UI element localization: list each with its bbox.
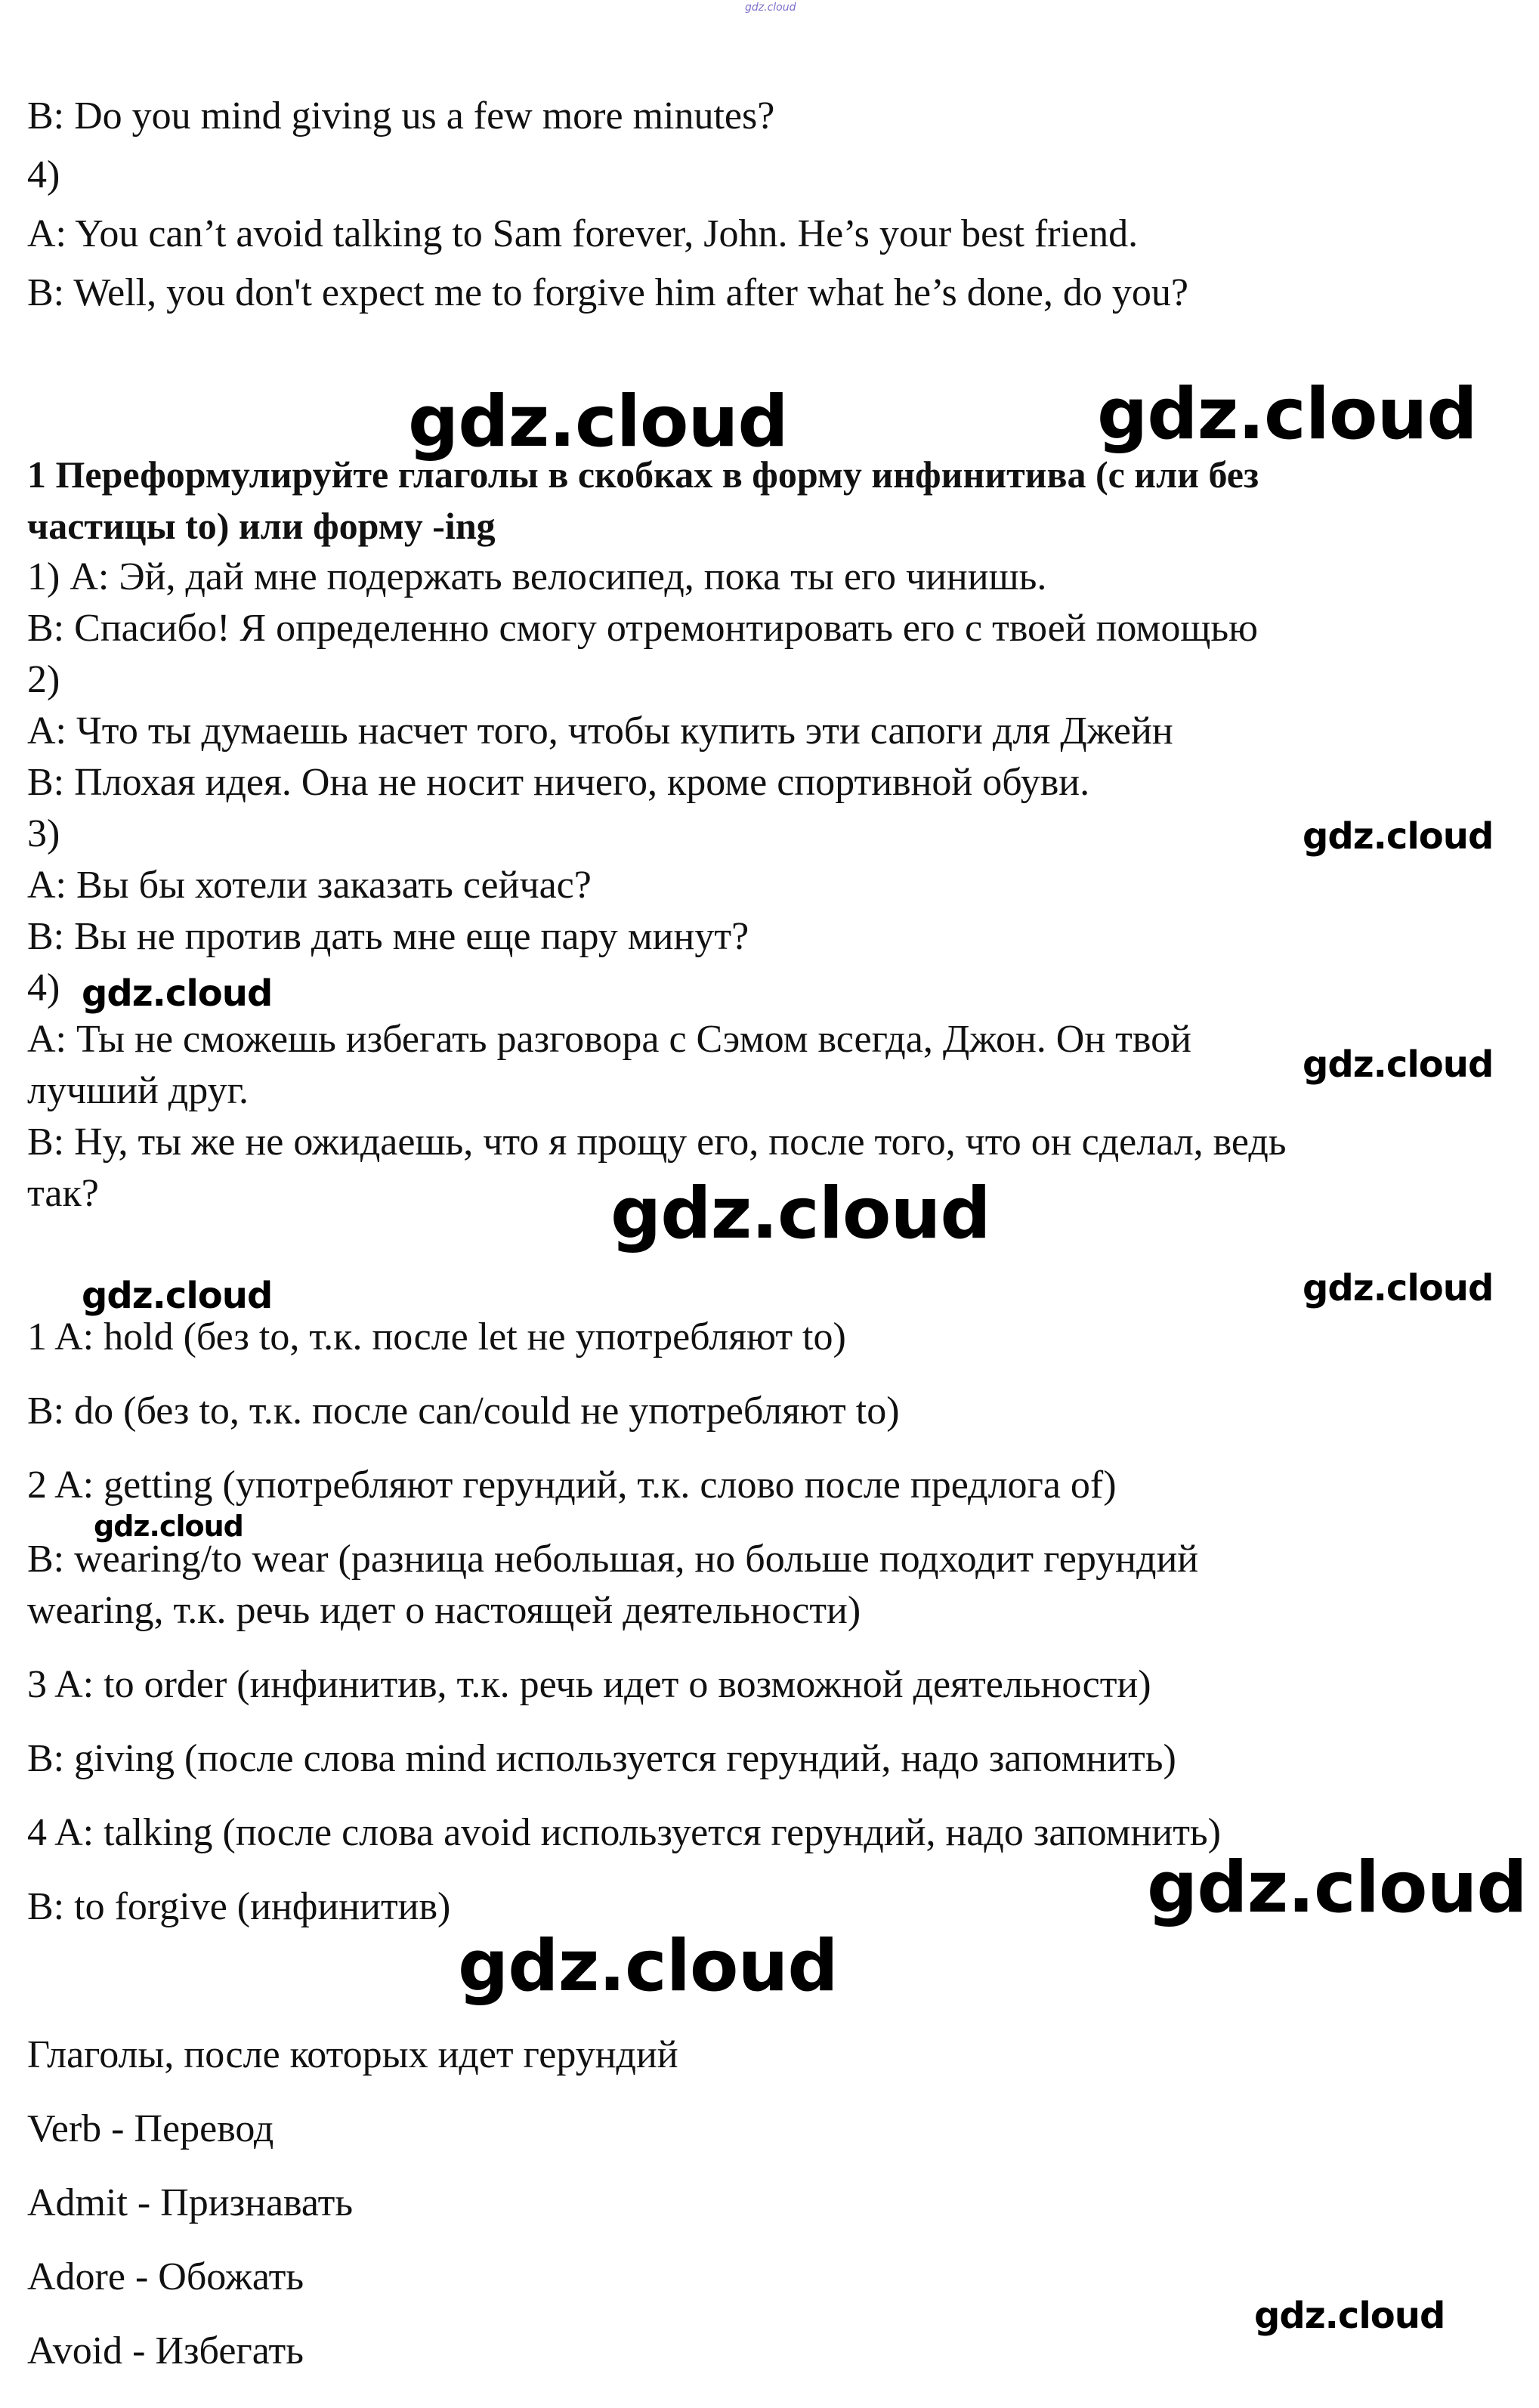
answer-line: B: giving (после слова mind используется герундий, надо запомнить) <box>27 1737 1176 1780</box>
answer-line: 2 A: getting (употребляют герундий, т.к. слово после предлога of) <box>27 1464 1117 1507</box>
answer-line: B: do (без to, т.к. после can/could не употребляют to) <box>27 1389 900 1433</box>
watermark: gdz.cloud <box>458 1925 838 2008</box>
top-watermark: gdz.cloud <box>745 2 796 14</box>
watermark: gdz.cloud <box>1303 1043 1494 1086</box>
gerund-list-title: Глаголы, после которых идет герундий <box>27 2033 678 2076</box>
gerund-list-item: Adore - Обожать <box>27 2255 304 2298</box>
dialogue-line: B: Do you mind giving us a few more minutes? <box>27 94 775 138</box>
task-line: лучший друг. <box>27 1069 249 1112</box>
watermark: gdz.cloud <box>1303 815 1494 858</box>
task-line: А: Вы бы хотели заказать сейчас? <box>27 864 592 907</box>
task-line: А: Ты не сможешь избегать разговора с Сэмом всегда, Джон. Он твой <box>27 1018 1191 1061</box>
watermark: gdz.cloud <box>1147 1847 1527 1929</box>
watermark: gdz.cloud <box>610 1173 990 1255</box>
watermark: gdz.cloud <box>82 972 273 1015</box>
answer-line: 1 A: hold (без to, т.к. после let не употребляют to) <box>27 1315 846 1359</box>
watermark: gdz.cloud <box>1254 2295 1445 2337</box>
task-line: так? <box>27 1172 99 1215</box>
watermark: gdz.cloud <box>94 1510 243 1543</box>
answer-line: B: to forgive (инфинитив) <box>27 1885 451 1928</box>
gerund-list-item: Admit - Признавать <box>27 2181 354 2224</box>
task-line: 3) <box>27 812 60 855</box>
dialogue-line: A: You can’t avoid talking to Sam forever, John. He’s your best friend. <box>27 212 1139 255</box>
task-heading: частицы to) или форму -ing <box>27 505 496 547</box>
watermark: gdz.cloud <box>408 381 788 463</box>
task-line: В: Спасибо! Я определенно смогу отремонтировать его с твоей помощью <box>27 607 1258 650</box>
dialogue-line: B: Well, you don't expect me to forgive him after what he’s done, do you? <box>27 271 1188 314</box>
answer-line: 3 A: to order (инфинитив, т.к. речь идет о возможной деятельности) <box>27 1663 1151 1706</box>
task-line: В: Плохая идея. Она не носит ничего, кроме спортивной обуви. <box>27 761 1090 804</box>
task-line: В: Ну, ты же не ожидаешь, что я прощу его, после того, что он сделал, ведь <box>27 1121 1287 1164</box>
watermark: gdz.cloud <box>1303 1267 1494 1309</box>
answer-line: wearing, т.к. речь идет о настоящей деятельности) <box>27 1589 861 1632</box>
task-line: А: Что ты думаешь насчет того, чтобы купить эти сапоги для Джейн <box>27 709 1173 753</box>
watermark: gdz.cloud <box>82 1275 273 1317</box>
task-line: 2) <box>27 658 60 701</box>
dialogue-number: 4) <box>27 153 60 196</box>
gerund-list-header: Verb - Перевод <box>27 2107 274 2150</box>
task-line: В: Вы не против дать мне еще пару минут? <box>27 915 749 958</box>
task-heading: 1 Переформулируйте глаголы в скобках в форму инфинитива (с или без <box>27 453 1259 496</box>
task-line: 4) <box>27 966 60 1009</box>
task-line: 1) А: Эй, дай мне подержать велосипед, пока ты его чинишь. <box>27 555 1047 598</box>
watermark: gdz.cloud <box>1097 373 1477 456</box>
answer-line: 4 A: talking (после слова avoid используется герундий, надо запомнить) <box>27 1811 1221 1854</box>
answer-line: B: wearing/to wear (разница небольшая, но больше подходит герундий <box>27 1538 1199 1581</box>
gerund-list-item: Avoid - Избегать <box>27 2329 304 2372</box>
